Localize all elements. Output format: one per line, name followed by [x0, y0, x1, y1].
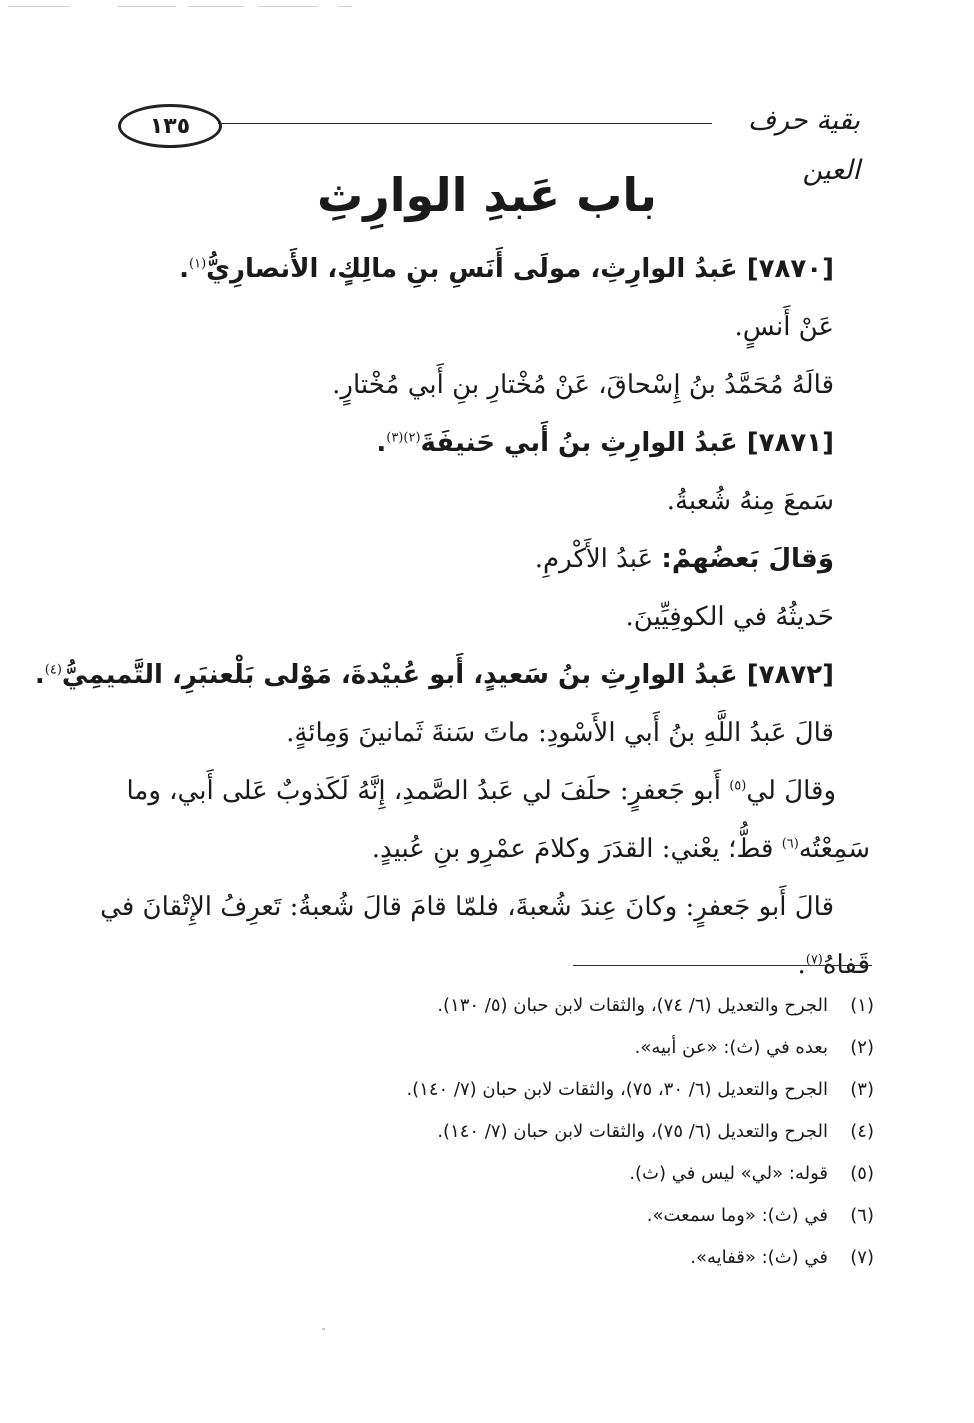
footnote: [150, 1237, 874, 1279]
chapter-title: باب عَبدِ الوارِثِ: [317, 168, 657, 222]
text-line: [128, 820, 870, 878]
line-text-rest: أَبو جَعفرٍ: حلَفَ لي عَبدُ الصَّمدِ، إِنَّهُ لَكَذوبٌ عَلى أَبي، وما: [126, 776, 730, 806]
footnote: [150, 1195, 874, 1237]
footnote: [150, 985, 874, 1027]
footnote-ref: (٤): [44, 662, 62, 678]
line-text-rest: قطُّ؛ يعْني: القدَرَ وكلامَ عمْرِو بنِ عُبيدٍ.: [371, 834, 782, 864]
line-text: عَنْ أَنسٍ.: [734, 312, 834, 342]
page-number: ١٣٥: [118, 104, 222, 148]
text-line: [128, 472, 834, 530]
footnote-number: (٤): [850, 1121, 874, 1142]
footnote-text: في (ث): «قفايه».: [690, 1247, 828, 1268]
running-header: [118, 96, 860, 186]
footnote-ref: (٦): [781, 836, 799, 852]
line-text-rest: .: [797, 950, 806, 980]
line-text: قالَهُ مُحَمَّدُ بنُ إِسْحاقَ، عَنْ مُخْتارِ بنِ أَبي مُخْتارٍ.: [332, 370, 834, 400]
text-line: [128, 356, 834, 414]
footnote-ref: (٧): [805, 952, 823, 968]
footnote-text: الجرح والتعديل (٦/ ٣٠، ٧٥)، والثقات لابن حبان (٧/ ١٤٠).: [406, 1079, 828, 1100]
entry-heading: [٧٨٧٠] عَبدُ الوارِثِ، مولَى أَنَسِ بنِ مالِكٍ، الأَنصارِيُّ: [206, 254, 834, 284]
entry-7871: [128, 414, 834, 472]
footnote-number: (٣): [850, 1079, 874, 1100]
entry-7870: [128, 240, 834, 298]
line-text: وقالَ لي: [746, 776, 836, 806]
footnote-separator: [573, 965, 872, 966]
footnote-ref: (٢)(٣): [386, 430, 421, 446]
text-line: [52, 762, 836, 820]
line-text: عَبدُ الأَكْرمِ.: [534, 544, 662, 574]
scan-marks: [0, 6, 974, 10]
footnote-ref: (٥): [729, 778, 747, 794]
text-line: [128, 588, 834, 646]
running-title: بقية حرف العين: [748, 105, 860, 186]
footnote: [150, 1153, 874, 1195]
entry-end: .: [179, 254, 189, 284]
text-line: [128, 298, 834, 356]
line-text: قَفاهُ: [822, 950, 870, 980]
footnote-number: (٢): [850, 1037, 874, 1058]
entry-7872: [34, 646, 834, 704]
footnote: [150, 1027, 874, 1069]
footnote-text: الجرح والتعديل (٦/ ٧٤)، والثقات لابن حبان (٥/ ١٣٠).: [437, 995, 828, 1016]
line-lead: وَقالَ بَعضُهمْ:: [661, 544, 834, 574]
footnote-number: (٧): [850, 1247, 874, 1268]
entry-end: .: [34, 660, 45, 690]
footnote-number: (١): [850, 995, 874, 1016]
line-text: سَمعَ مِنهُ شُعبةُ.: [666, 486, 834, 516]
footnote-number: (٦): [850, 1205, 874, 1226]
line-text: قالَ أَبو جَعفرٍ: وكانَ عِندَ شُعبةَ، فلمّا قامَ قالَ شُعبةُ: تَعرِفُ الإِتْقانَ في: [100, 892, 834, 922]
text-line: [128, 704, 834, 762]
footnote-ref: (١): [189, 256, 207, 272]
text-line: [50, 878, 834, 936]
entry-heading: [٧٨٧١] عَبدُ الوارِثِ بنُ أَبي حَنيفَةَ: [420, 428, 834, 458]
entry-heading: [٧٨٧٢] عَبدُ الوارِثِ بنُ سَعيدٍ، أَبو عُبيْدةَ، مَوْلى بَلْعنبَرِ، التَّميمِيُّ: [61, 660, 834, 690]
text-line: [128, 530, 834, 588]
footnotes: [150, 985, 874, 1279]
footnote-number: (٥): [850, 1163, 874, 1184]
footnote: [150, 1111, 874, 1153]
header-rule: [218, 123, 712, 124]
footnote-text: بعده في (ث): «عن أبيه».: [634, 1037, 828, 1058]
line-text: حَديثُهُ في الكوفِيِّينَ.: [625, 602, 834, 632]
footnote-text: الجرح والتعديل (٦/ ٧٥)، والثقات لابن حبان (٧/ ١٤٠).: [437, 1121, 828, 1142]
footnote-text: في (ث): «وما سمعت».: [646, 1205, 828, 1226]
entry-end: .: [376, 428, 387, 458]
line-text: قالَ عَبدُ اللَّهِ بنُ أَبي الأَسْودِ: ماتَ سَنةَ ثَمانينَ وَمِائةٍ.: [286, 718, 834, 748]
footnote: [150, 1069, 874, 1111]
line-text: سَمِعْتُه: [798, 834, 870, 864]
scan-fleck: [322, 1328, 325, 1330]
footnote-text: قوله: «لي» ليس في (ث).: [629, 1163, 828, 1184]
body-text: [34, 240, 870, 994]
